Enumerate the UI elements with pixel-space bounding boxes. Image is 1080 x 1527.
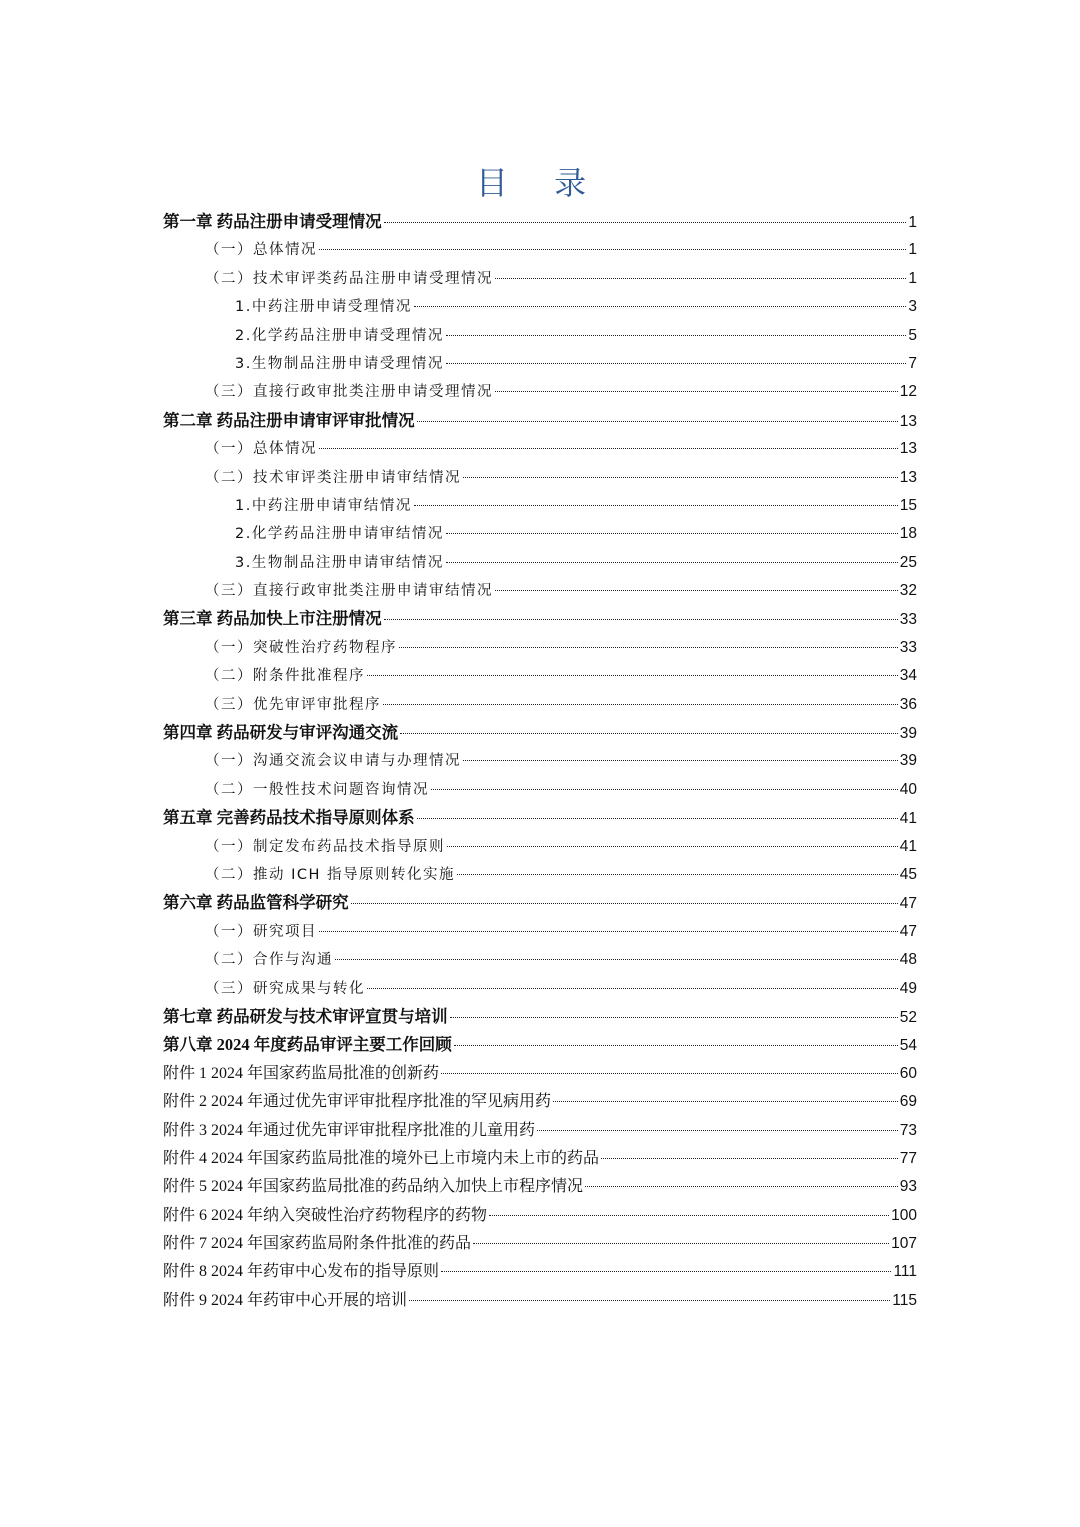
toc-entry-label: 1.中药注册申请审结情况 [235, 497, 412, 514]
toc-page-number: 45 [899, 865, 917, 883]
toc-appendix-entry[interactable] [163, 1088, 917, 1116]
toc-chapter-entry[interactable] [163, 889, 917, 917]
toc-entry-label: 第四章 药品研发与审评沟通交流 [163, 723, 399, 743]
toc-page-number: 34 [899, 667, 917, 685]
toc-page-number: 48 [899, 951, 917, 969]
toc-page-number: 3 [908, 298, 917, 316]
toc-entry-label: （一）突破性治疗药物程序 [205, 639, 397, 656]
toc-page-number: 93 [899, 1178, 917, 1196]
toc-page-number: 13 [899, 440, 917, 458]
table-of-contents [163, 208, 917, 1315]
toc-section-entry[interactable] [163, 634, 917, 662]
toc-entry-label: 附件 7 2024 年国家药监局附条件批准的药品 [163, 1235, 472, 1253]
toc-page-number: 13 [899, 468, 917, 486]
toc-entry-label: （三）优先审评审批程序 [205, 696, 381, 713]
toc-title: 目 录 [475, 164, 605, 202]
toc-page-number: 115 [892, 1291, 917, 1309]
toc-page-number: 12 [899, 383, 917, 401]
toc-page-number: 111 [893, 1263, 917, 1281]
toc-appendix-entry[interactable] [163, 1202, 917, 1230]
toc-chapter-entry[interactable] [163, 719, 917, 747]
toc-page-number: 36 [899, 695, 917, 713]
toc-section-entry[interactable] [163, 833, 917, 861]
toc-section-entry[interactable] [163, 577, 917, 605]
toc-entry-label: （一）总体情况 [205, 441, 317, 458]
toc-page-number: 69 [899, 1093, 917, 1111]
dot-leader [537, 1130, 898, 1131]
dot-leader [384, 222, 907, 223]
toc-page-number: 60 [899, 1064, 917, 1082]
toc-entry-label: （一）研究项目 [205, 923, 317, 940]
toc-entry-label: 第五章 完善药品技术指导原则体系 [163, 808, 415, 828]
toc-appendix-entry[interactable] [163, 1145, 917, 1173]
toc-entry-label: 附件 4 2024 年国家药监局批准的境外已上市境内未上市的药品 [163, 1149, 600, 1167]
dot-leader [495, 590, 898, 591]
toc-entry-label: 附件 5 2024 年国家药监局批准的药品纳入加快上市程序情况 [163, 1178, 584, 1196]
dot-leader [463, 760, 898, 761]
toc-entry-label: 第六章 药品监管科学研究 [163, 893, 349, 913]
toc-section-entry[interactable] [163, 464, 917, 492]
toc-page-number: 77 [899, 1149, 917, 1167]
toc-entry-label: （二）推动 ICH 指导原则转化实施 [205, 866, 456, 883]
toc-section-entry[interactable] [163, 946, 917, 974]
dot-leader [446, 533, 898, 534]
toc-entry-label: 附件 2 2024 年通过优先审评审批程序批准的罕见病用药 [163, 1093, 552, 1111]
toc-entry-label: （三）研究成果与转化 [205, 980, 365, 997]
toc-chapter-entry[interactable] [163, 1003, 917, 1031]
toc-appendix-entry[interactable] [163, 1060, 917, 1088]
toc-page-number: 40 [899, 780, 917, 798]
toc-entry-label: （二）技术审评类药品注册申请受理情况 [205, 270, 493, 287]
dot-leader [400, 733, 898, 734]
dot-leader [495, 391, 898, 392]
toc-chapter-entry[interactable] [163, 1031, 917, 1059]
toc-page-number: 41 [899, 837, 917, 855]
dot-leader [319, 448, 898, 449]
dot-leader [414, 306, 907, 307]
toc-section-entry[interactable] [163, 975, 917, 1003]
dot-leader [457, 874, 898, 875]
toc-section-entry[interactable] [163, 293, 917, 321]
dot-leader [417, 818, 898, 819]
toc-page-number: 47 [899, 895, 917, 913]
toc-entry-label: （一）总体情况 [205, 242, 317, 259]
toc-entry-label: （二）一般性技术问题咨询情况 [205, 781, 429, 798]
dot-leader [447, 846, 898, 847]
toc-page-number: 39 [899, 752, 917, 770]
dot-leader [351, 903, 898, 904]
toc-entry-label: 附件 3 2024 年通过优先审评审批程序批准的儿童用药 [163, 1121, 536, 1139]
toc-page-number: 47 [899, 922, 917, 940]
toc-section-entry[interactable] [163, 549, 917, 577]
toc-page-number: 41 [899, 810, 917, 828]
dot-leader [463, 477, 898, 478]
toc-entry-label: （二）合作与沟通 [205, 952, 333, 969]
toc-section-entry[interactable] [163, 691, 917, 719]
toc-page-number: 73 [899, 1121, 917, 1139]
dot-leader [446, 335, 907, 336]
toc-chapter-entry[interactable] [163, 605, 917, 633]
toc-entry-label: 第三章 药品加快上市注册情况 [163, 609, 382, 629]
toc-section-entry[interactable] [163, 520, 917, 548]
toc-page-number: 33 [899, 638, 917, 656]
dot-leader [454, 1045, 898, 1046]
dot-leader [319, 249, 906, 250]
toc-section-entry[interactable] [163, 265, 917, 293]
dot-leader [450, 1017, 898, 1018]
dot-leader [384, 619, 898, 620]
toc-page-number: 13 [899, 412, 917, 430]
toc-entry-label: 2.化学药品注册申请受理情况 [235, 327, 444, 344]
dot-leader [585, 1186, 898, 1187]
toc-chapter-entry[interactable] [163, 804, 917, 832]
toc-page-number: 32 [899, 582, 917, 600]
dot-leader [441, 1271, 891, 1272]
toc-appendix-entry[interactable] [163, 1173, 917, 1201]
dot-leader [335, 959, 898, 960]
dot-leader [399, 647, 898, 648]
toc-section-entry[interactable] [163, 861, 917, 889]
toc-page-number: 25 [899, 553, 917, 571]
dot-leader [446, 363, 907, 364]
toc-section-entry[interactable] [163, 662, 917, 690]
toc-entry-label: （一）沟通交流会议申请与办理情况 [205, 753, 461, 770]
dot-leader [431, 789, 898, 790]
toc-entry-label: 2.化学药品注册申请审结情况 [235, 526, 444, 543]
toc-appendix-entry[interactable] [163, 1117, 917, 1145]
toc-entry-label: 附件 1 2024 年国家药监局批准的创新药 [163, 1064, 440, 1082]
toc-section-entry[interactable] [163, 350, 917, 378]
toc-entry-label: 1.中药注册申请受理情况 [235, 299, 412, 316]
toc-page-number: 100 [891, 1206, 917, 1224]
toc-entry-label: 附件 9 2024 年药审中心开展的培训 [163, 1291, 408, 1309]
toc-entry-label: （三）直接行政审批类注册申请审结情况 [205, 583, 493, 600]
toc-entry-label: 第七章 药品研发与技术审评宣贯与培训 [163, 1006, 448, 1026]
dot-leader [489, 1215, 889, 1216]
toc-appendix-entry[interactable] [163, 1230, 917, 1258]
dot-leader [409, 1300, 890, 1301]
toc-page-number: 18 [899, 525, 917, 543]
toc-entry-label: 附件 8 2024 年药审中心发布的指导原则 [163, 1263, 440, 1281]
toc-chapter-entry[interactable] [163, 407, 917, 435]
toc-page-number: 7 [908, 354, 917, 372]
toc-appendix-entry[interactable] [163, 1258, 917, 1286]
toc-page-number: 1 [908, 241, 917, 259]
toc-section-entry[interactable] [163, 918, 917, 946]
toc-page-number: 1 [908, 214, 917, 231]
toc-section-entry[interactable] [163, 435, 917, 463]
toc-page-number: 39 [899, 725, 917, 743]
dot-leader [367, 675, 898, 676]
toc-page-number: 107 [891, 1235, 917, 1253]
toc-appendix-entry[interactable] [163, 1287, 917, 1315]
toc-section-entry[interactable] [163, 378, 917, 406]
dot-leader [495, 278, 906, 279]
toc-page-number: 52 [899, 1008, 917, 1026]
dot-leader [553, 1101, 898, 1102]
toc-page-number: 1 [908, 269, 917, 287]
dot-leader [601, 1158, 898, 1159]
toc-entry-label: 第一章 药品注册申请受理情况 [163, 212, 382, 231]
toc-entry-label: 3.生物制品注册申请审结情况 [235, 554, 444, 571]
toc-entry-label: （二）附条件批准程序 [205, 668, 365, 685]
toc-page-number: 5 [908, 326, 917, 344]
toc-page-number: 33 [899, 611, 917, 629]
dot-leader [383, 704, 898, 705]
toc-section-entry[interactable] [163, 492, 917, 520]
toc-page-number: 49 [899, 979, 917, 997]
toc-section-entry[interactable] [163, 747, 917, 775]
dot-leader [446, 562, 898, 563]
toc-section-entry[interactable] [163, 322, 917, 350]
toc-page-number: 54 [899, 1037, 917, 1055]
toc-entry-label: 第八章 2024 年度药品审评主要工作回顾 [163, 1035, 452, 1055]
dot-leader [473, 1243, 889, 1244]
dot-leader [319, 931, 898, 932]
dot-leader [417, 421, 898, 422]
toc-entry-label: 附件 6 2024 年纳入突破性治疗药物程序的药物 [163, 1206, 488, 1224]
toc-section-entry[interactable] [163, 236, 917, 264]
toc-section-entry[interactable] [163, 776, 917, 804]
dot-leader [414, 505, 898, 506]
dot-leader [441, 1073, 898, 1074]
toc-entry-label: 3.生物制品注册申请受理情况 [235, 355, 444, 372]
toc-entry-label: 第二章 药品注册申请审评审批情况 [163, 410, 415, 430]
toc-entry-label: （三）直接行政审批类注册申请受理情况 [205, 384, 493, 401]
toc-entry-label: （一）制定发布药品技术指导原则 [205, 838, 445, 855]
toc-page-number: 15 [899, 496, 917, 514]
toc-chapter-entry[interactable] [163, 208, 917, 236]
toc-entry-label: （二）技术审评类注册申请审结情况 [205, 469, 461, 486]
dot-leader [367, 988, 898, 989]
